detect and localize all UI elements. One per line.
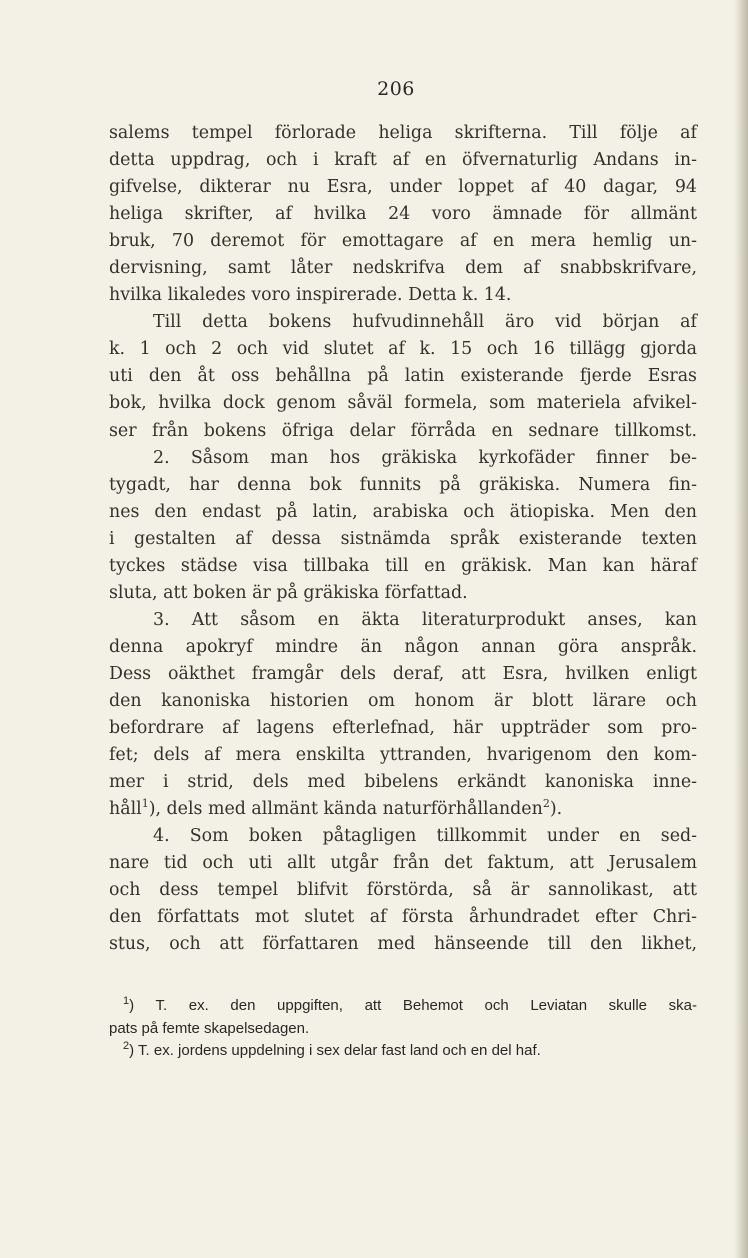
footnotes bbox=[109, 995, 697, 1063]
text-line: fet; dels af mera enskilta yttranden, hvarigenom den kom- bbox=[109, 745, 697, 766]
text-line: k. 1 och 2 och vid slutet af k. 15 och 16 tillägg gjorda bbox=[109, 339, 697, 360]
text-line: salems tempel förlorade heliga skrifterna. Till följe af bbox=[109, 123, 697, 143]
page-number: 206 bbox=[377, 78, 415, 100]
footnote-ref-2: 2 bbox=[542, 797, 550, 811]
text-line: dervisning, samt låter nedskrifva dem af snabbskrifvare, bbox=[109, 258, 697, 279]
text-line: 3. Att såsom en äkta literaturprodukt anses, kan bbox=[153, 609, 697, 630]
text-line: Till detta bokens hufvudinnehåll äro vid början af bbox=[153, 312, 697, 333]
text-line: detta uppdrag, och i kraft af en öfvernaturlig Andans in- bbox=[109, 150, 697, 171]
footnote-marker: 1 bbox=[123, 995, 130, 1007]
text-line: bok, hvilka dock genom såväl formela, som materiela afvikel- bbox=[109, 393, 697, 414]
text-fragment: ). bbox=[549, 799, 563, 820]
text-line: denna apokryf mindre än någon annan göra anspråk. bbox=[109, 636, 697, 657]
text-line: befordrare af lagens efterlefnad, här uppträder som pro- bbox=[109, 718, 697, 739]
footnote-1 bbox=[109, 995, 697, 1018]
text-line: hvilka likaledes voro inspirerade. Detta k. 14. bbox=[109, 285, 512, 306]
text-line: 4. Som boken påtagligen tillkommit under en sed- bbox=[153, 826, 697, 847]
footnote-2 bbox=[109, 1040, 697, 1063]
footnote-ref-1: 1 bbox=[141, 797, 149, 811]
text-line: och dess tempel blifvit förstörda, så är sannolikast, att bbox=[109, 880, 697, 901]
text-line: 2. Såsom man hos gräkiska kyrkofäder finner be- bbox=[153, 447, 697, 468]
text-line: bruk, 70 deremot för emottagare af en mera hemlig un- bbox=[109, 231, 697, 252]
text-line: heliga skrifter, af hvilka 24 voro ämnade för allmänt bbox=[109, 204, 697, 225]
text-line: stus, och att författaren med hänseende till den likhet, bbox=[109, 934, 697, 955]
text-line: i gestalten af dessa sistnämda språk existerande texten bbox=[109, 528, 697, 549]
text-line: sluta, att boken är på gräkiska författad. bbox=[109, 582, 468, 603]
text-line: nare tid och uti allt utgår från det faktum, att Jerusalem bbox=[109, 853, 697, 874]
text-line-with-footnotes bbox=[109, 796, 697, 823]
footnote-text: ) T. ex. jordens uppdelning i sex delar fast land och en del haf. bbox=[129, 1042, 541, 1059]
text-line: uti den åt oss behållna på latin existerande fjerde Esras bbox=[109, 366, 697, 387]
text-line: den kanoniska historien om honom är blott lärare och bbox=[109, 690, 697, 711]
footnote-marker: 2 bbox=[123, 1040, 130, 1052]
page-edge-shadow bbox=[734, 0, 748, 1258]
text-line: gifvelse, dikterar nu Esra, under loppet af 40 dagar, 94 bbox=[109, 177, 697, 198]
text-line: nes den endast på latin, arabiska och ätiopiska. Men den bbox=[109, 501, 697, 522]
text-line: den författats mot slutet af första århundradet efter Chri- bbox=[109, 907, 697, 928]
text-line: tygadt, har denna bok funnits på gräkiska. Numera fin- bbox=[109, 474, 697, 495]
text-line: tyckes städse visa tillbaka till en gräkisk. Man kan häraf bbox=[109, 555, 697, 576]
footnote-text: ) T. ex. den uppgiften, att Behemot och Leviatan skulle ska- bbox=[129, 997, 697, 1014]
footnote-1-continued: pats på femte skapelsedagen. bbox=[109, 1019, 310, 1037]
body-text bbox=[109, 120, 697, 958]
text-line: Dess oäkthet framgår dels deraf, att Esra, hvilken enligt bbox=[109, 663, 697, 684]
text-line: ser från bokens öfriga delar förråda en sednare tillkomst. bbox=[109, 420, 697, 441]
text-line: mer i strid, dels med bibelens erkändt kanoniska inne- bbox=[109, 772, 697, 793]
text-fragment: ), dels med allmänt kända naturförhållanden bbox=[148, 799, 543, 820]
text-fragment: håll bbox=[109, 799, 142, 820]
